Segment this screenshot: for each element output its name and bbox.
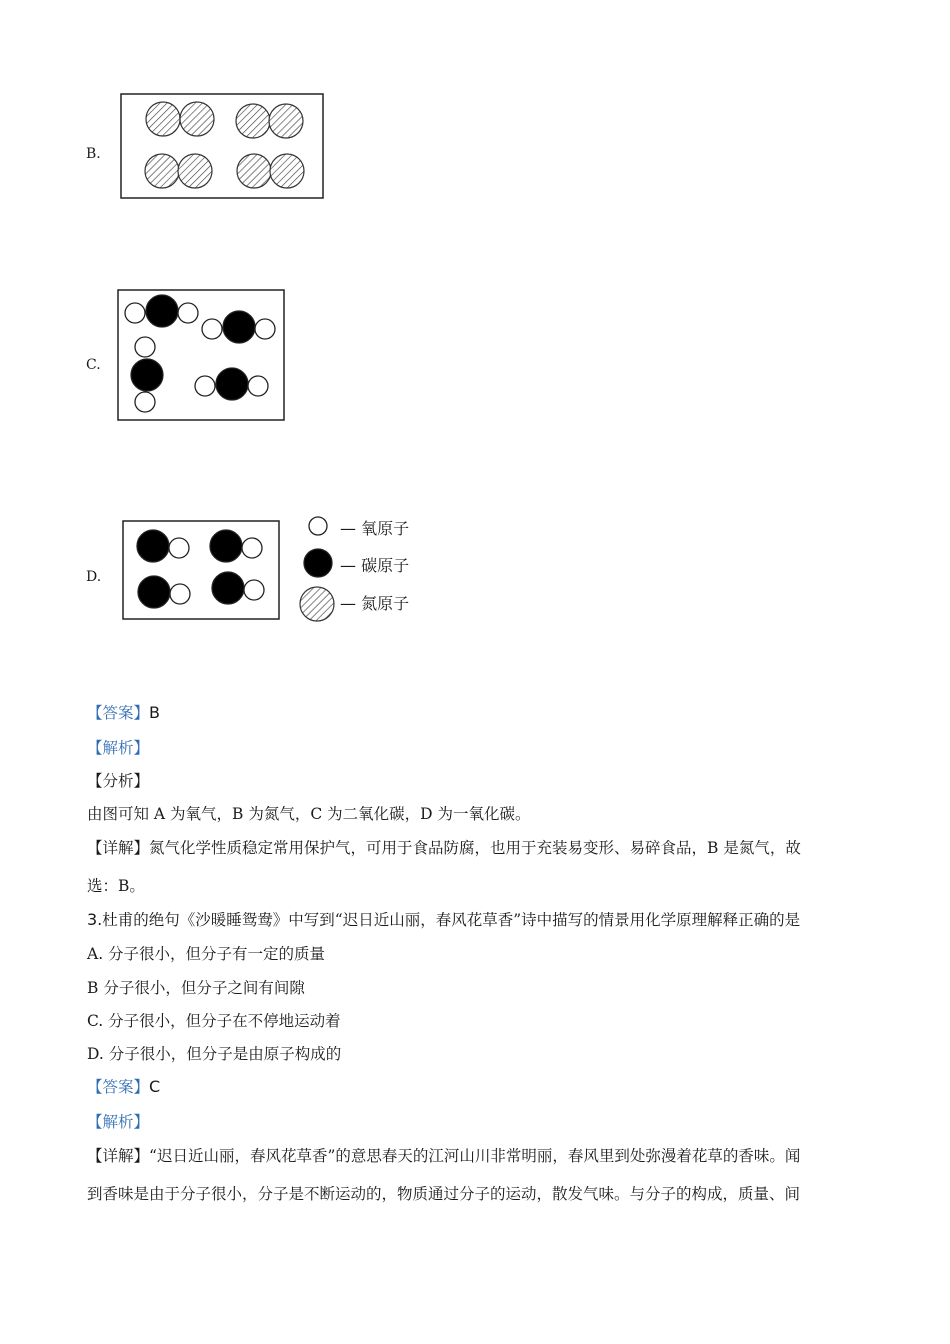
option-b-diagram xyxy=(120,93,324,199)
nitrogen-atom xyxy=(178,154,212,188)
answer-value: C xyxy=(149,1077,161,1096)
nitrogen-atom xyxy=(146,102,180,136)
nitrogen-atom xyxy=(145,154,179,188)
oxygen-legend-icon xyxy=(309,517,327,535)
q2-fenxi-text: 由图可知 A 为氧气，B 为氮气，C 为二氧化碳，D 为一氧化碳。 xyxy=(87,805,531,823)
oxygen-atom xyxy=(202,319,222,339)
nitrogen-atom xyxy=(236,104,270,138)
oxygen-atom xyxy=(248,376,268,396)
q3-choice-d: D. 分子很小，但分子是由原子构成的 xyxy=(87,1045,342,1063)
q3-analysis xyxy=(87,1111,149,1133)
detail-tag: 【详解】 xyxy=(87,1147,150,1165)
legend-symbols xyxy=(297,512,339,627)
detail-text: “迟日近山丽，春风花草香”的意思春天的江河山川非常明丽，春风里到处弥漫着花草的香味。闻 xyxy=(149,1147,801,1165)
carbon-atom xyxy=(137,530,169,562)
carbon-atom xyxy=(146,295,178,327)
legend-nitrogen: — 氮原子 xyxy=(340,594,410,613)
analysis-tag: 【解析】 xyxy=(87,739,150,757)
carbon-atom xyxy=(138,576,170,608)
q2-fenxi-heading xyxy=(87,770,149,792)
question-text: 杜甫的绝句《沙暖睡鸳鸯》中写到“迟日近山丽，春风花草香”诗中描写的情景用化学原理解释正确的是 xyxy=(102,911,801,929)
q3-detail xyxy=(87,1145,800,1167)
question-number: 3. xyxy=(87,910,103,929)
carbon-atom xyxy=(216,368,248,400)
carbon-atom xyxy=(131,359,163,391)
fenxi-tag: 【分析】 xyxy=(87,772,150,790)
legend-oxygen: — 氧原子 xyxy=(340,519,410,538)
detail-text: 氮气化学性质稳定常用保护气，可用于食品防腐，也用于充装易变形、易碎食品，B 是氮气，故 xyxy=(149,839,801,857)
answer-tag: 【答案】 xyxy=(87,704,150,722)
q3-choice-b: B 分子很小，但分子之间有间隙 xyxy=(87,979,305,997)
analysis-tag: 【解析】 xyxy=(87,1113,150,1131)
oxygen-atom xyxy=(242,538,262,558)
carbon-atom xyxy=(223,311,255,343)
oxygen-atom xyxy=(255,319,275,339)
q2-detail-cont: 选：B。 xyxy=(87,877,145,895)
q3-stem xyxy=(87,909,800,931)
q3-choice-c: C. 分子很小，但分子在不停地运动着 xyxy=(87,1012,341,1030)
option-c-label: C. xyxy=(86,357,101,373)
nitrogen-atom xyxy=(237,154,271,188)
carbon-legend-icon xyxy=(304,549,332,577)
oxygen-atom xyxy=(178,303,198,323)
oxygen-atom xyxy=(125,303,145,323)
q2-detail xyxy=(87,837,801,859)
oxygen-atom xyxy=(170,584,190,604)
answer-value: B xyxy=(149,703,160,722)
option-b-label: B. xyxy=(86,146,101,162)
option-d-diagram xyxy=(122,520,280,620)
q2-answer xyxy=(87,702,160,724)
q2-analysis xyxy=(87,737,149,759)
q3-detail-cont: 到香味是由于分子很小，分子是不断运动的，物质通过分子的运动，散发气味。与分子的构成，质量、间 xyxy=(87,1185,801,1203)
oxygen-atom xyxy=(195,376,215,396)
nitrogen-atom xyxy=(180,102,214,136)
carbon-atom xyxy=(210,530,242,562)
option-c-diagram xyxy=(117,289,285,422)
detail-tag: 【详解】 xyxy=(87,839,150,857)
nitrogen-atom xyxy=(269,104,303,138)
q3-choice-a: A. 分子很小，但分子有一定的质量 xyxy=(87,945,326,963)
answer-tag: 【答案】 xyxy=(87,1078,150,1096)
oxygen-atom xyxy=(135,392,155,412)
carbon-atom xyxy=(212,572,244,604)
legend-carbon: — 碳原子 xyxy=(340,556,410,575)
nitrogen-atom xyxy=(270,154,304,188)
oxygen-atom xyxy=(135,337,155,357)
q3-answer xyxy=(87,1076,160,1098)
nitrogen-legend-icon xyxy=(300,587,334,621)
option-d-label: D. xyxy=(86,569,102,585)
oxygen-atom xyxy=(169,538,189,558)
oxygen-atom xyxy=(244,580,264,600)
